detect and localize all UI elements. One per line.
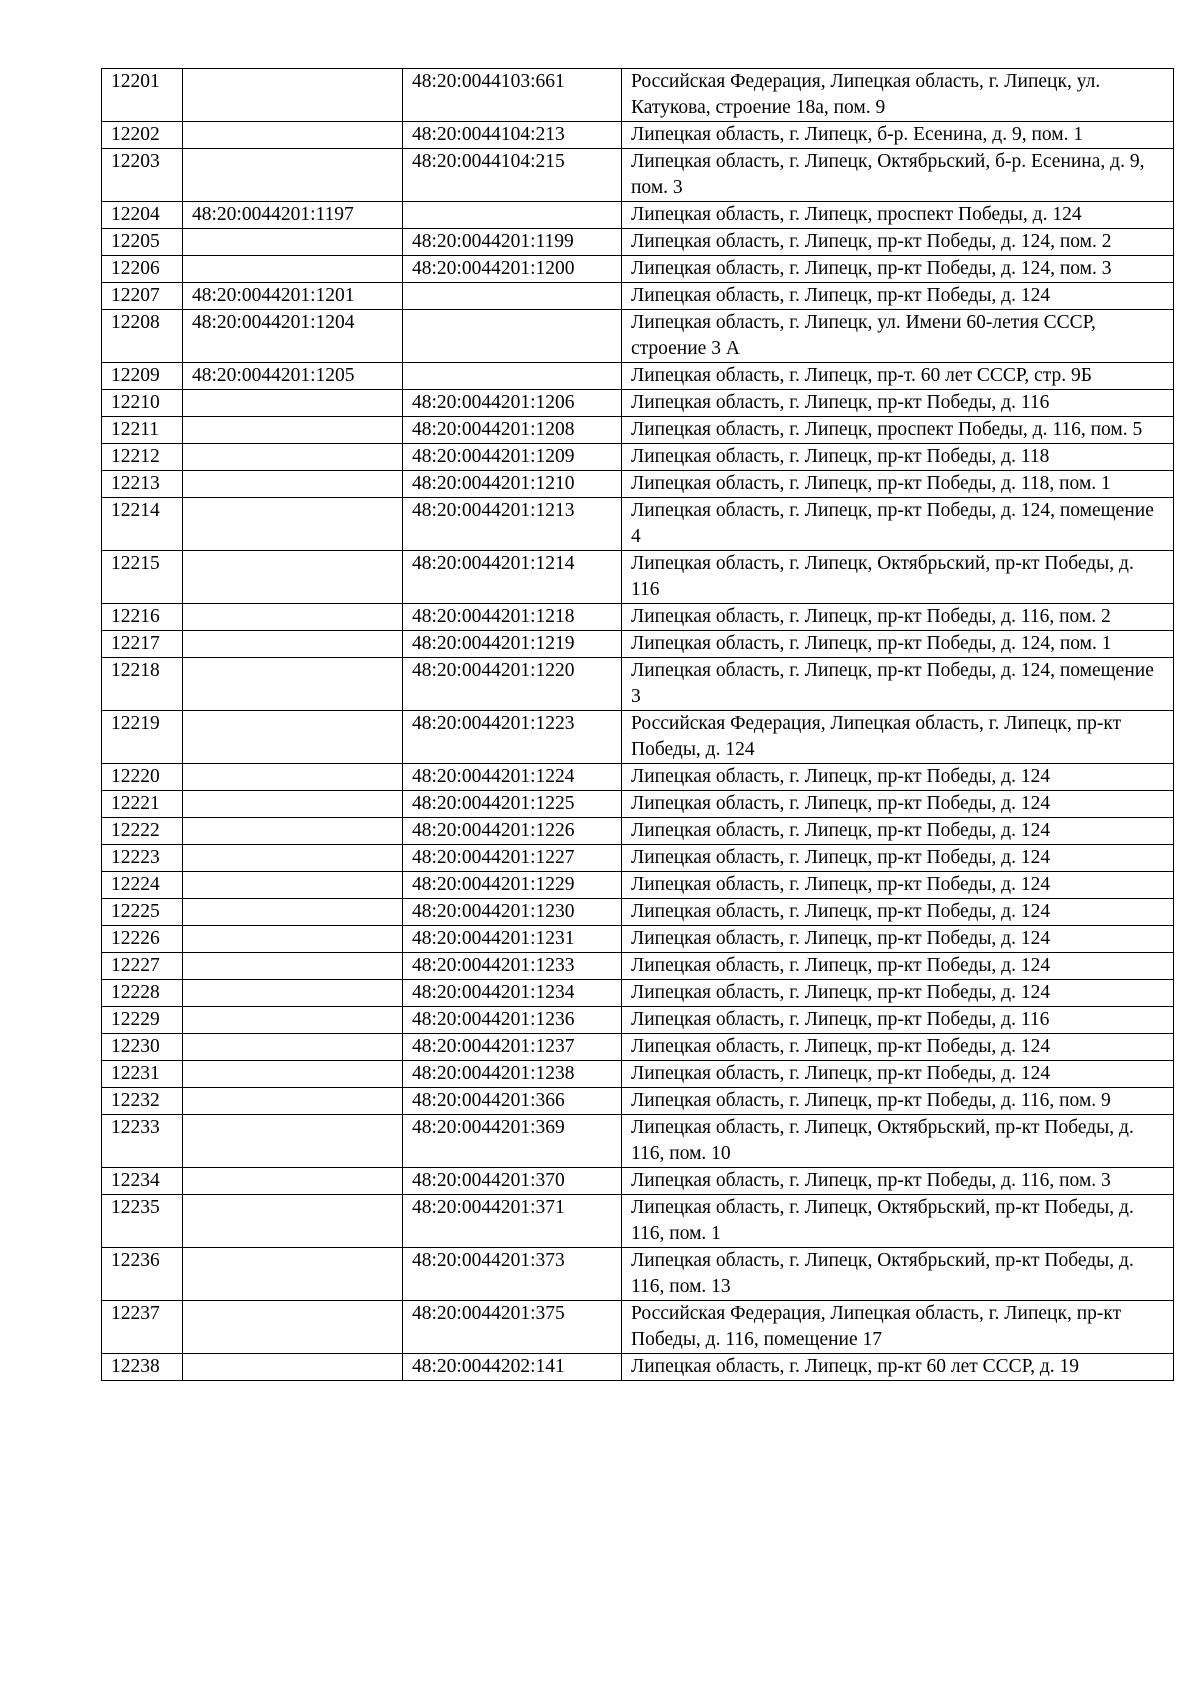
cadastral-number-building [183,1034,403,1061]
address: Липецкая область, г. Липецк, пр-кт Победы, д. 116 [622,390,1174,417]
address: Липецкая область, г. Липецк, проспект Победы, д. 116, пом. 5 [622,417,1174,444]
row-number: 12221 [102,791,183,818]
address: Липецкая область, г. Липецк, Октябрьский, пр-кт Победы, д. 116 [622,551,1174,604]
cadastral-number-room: 48:20:0044201:366 [403,1088,622,1115]
row-number: 12211 [102,417,183,444]
cadastral-number-room: 48:20:0044201:1200 [403,256,622,283]
address: Липецкая область, г. Липецк, пр-кт Победы, д. 124 [622,764,1174,791]
address: Липецкая область, г. Липецк, пр-кт Победы, д. 124 [622,1034,1174,1061]
table-row [102,1061,1174,1088]
cadastral-number-building [183,444,403,471]
cadastral-number-room: 48:20:0044201:369 [403,1115,622,1168]
cadastral-number-building [183,256,403,283]
table-row [102,498,1174,551]
address: Липецкая область, г. Липецк, Октябрьский, пр-кт Победы, д. 116, пом. 1 [622,1195,1174,1248]
table-row [102,1034,1174,1061]
address: Липецкая область, г. Липецк, Октябрьский, б-р. Есенина, д. 9, пом. 3 [622,149,1174,202]
address: Липецкая область, г. Липецк, пр-кт Победы, д. 124 [622,953,1174,980]
cadastral-number-building [183,1168,403,1195]
cadastral-number-room: 48:20:0044201:1238 [403,1061,622,1088]
table-row [102,149,1174,202]
row-number: 12230 [102,1034,183,1061]
row-number: 12203 [102,149,183,202]
cadastral-number-room: 48:20:0044201:375 [403,1301,622,1354]
table-row [102,471,1174,498]
row-number: 12226 [102,926,183,953]
cadastral-number-room: 48:20:0044201:1209 [403,444,622,471]
table-row [102,1195,1174,1248]
address: Липецкая область, г. Липецк, пр-кт 60 лет СССР, д. 19 [622,1354,1174,1381]
table-row [102,444,1174,471]
cadastral-number-room: 48:20:0044201:1224 [403,764,622,791]
cadastral-number-building [183,872,403,899]
row-number: 12232 [102,1088,183,1115]
cadastral-number-room: 48:20:0044201:1234 [403,980,622,1007]
row-number: 12238 [102,1354,183,1381]
cadastral-number-room: 48:20:0044201:1218 [403,604,622,631]
cadastral-number-room: 48:20:0044201:1199 [403,229,622,256]
cadastral-number-building [183,631,403,658]
row-number: 12205 [102,229,183,256]
cadastral-number-room: 48:20:0044103:661 [403,69,622,122]
row-number: 12225 [102,899,183,926]
table-row [102,1248,1174,1301]
row-number: 12213 [102,471,183,498]
table-row [102,69,1174,122]
address: Липецкая область, г. Липецк, пр-кт Победы, д. 124 [622,899,1174,926]
address: Липецкая область, г. Липецк, пр-кт Победы, д. 124, помещение 3 [622,658,1174,711]
table-row [102,658,1174,711]
cadastral-number-building [183,1115,403,1168]
cadastral-number-building: 48:20:0044201:1205 [183,363,403,390]
cadastral-number-building [183,658,403,711]
address: Липецкая область, г. Липецк, пр-кт Победы, д. 124 [622,1061,1174,1088]
address: Липецкая область, г. Липецк, пр-кт Победы, д. 124 [622,283,1174,310]
cadastral-number-room: 48:20:0044201:1236 [403,1007,622,1034]
row-number: 12207 [102,283,183,310]
cadastral-number-building [183,390,403,417]
cadastral-number-room: 48:20:0044201:1213 [403,498,622,551]
table-row [102,283,1174,310]
cadastral-number-room: 48:20:0044104:215 [403,149,622,202]
row-number: 12212 [102,444,183,471]
address: Липецкая область, г. Липецк, пр-кт Победы, д. 124 [622,791,1174,818]
cadastral-number-room [403,283,622,310]
table-row [102,711,1174,764]
address: Липецкая область, г. Липецк, пр-кт Победы, д. 116 [622,1007,1174,1034]
table-row [102,310,1174,363]
cadastral-number-room [403,310,622,363]
cadastral-number-building: 48:20:0044201:1204 [183,310,403,363]
address: Липецкая область, г. Липецк, пр-кт Победы, д. 124 [622,845,1174,872]
address: Липецкая область, г. Липецк, ул. Имени 60-летия СССР, строение 3 А [622,310,1174,363]
address: Липецкая область, г. Липецк, пр-кт Победы, д. 124, пом. 2 [622,229,1174,256]
row-number: 12216 [102,604,183,631]
row-number: 12220 [102,764,183,791]
registry-table [101,68,1174,1381]
cadastral-number-building [183,604,403,631]
row-number: 12236 [102,1248,183,1301]
address: Российская Федерация, Липецкая область, г. Липецк, пр-кт Победы, д. 124 [622,711,1174,764]
address: Липецкая область, г. Липецк, пр-кт Победы, д. 118 [622,444,1174,471]
row-number: 12227 [102,953,183,980]
table-row [102,122,1174,149]
cadastral-number-room: 48:20:0044201:1210 [403,471,622,498]
table-row [102,417,1174,444]
cadastral-number-room: 48:20:0044201:1227 [403,845,622,872]
table-row [102,1354,1174,1381]
table-row [102,1115,1174,1168]
address: Российская Федерация, Липецкая область, г. Липецк, пр-кт Победы, д. 116, помещение 17 [622,1301,1174,1354]
address: Российская Федерация, Липецкая область, г. Липецк, ул. Катукова, строение 18а, пом. 9 [622,69,1174,122]
row-number: 12229 [102,1007,183,1034]
cadastral-number-building [183,764,403,791]
row-number: 12228 [102,980,183,1007]
row-number: 12202 [102,122,183,149]
cadastral-number-building [183,471,403,498]
cadastral-number-room [403,202,622,229]
address: Липецкая область, г. Липецк, пр-кт Победы, д. 116, пом. 2 [622,604,1174,631]
row-number: 12206 [102,256,183,283]
cadastral-number-room [403,363,622,390]
row-number: 12234 [102,1168,183,1195]
registry-rows [102,69,1174,1381]
address: Липецкая область, г. Липецк, пр-т. 60 лет СССР, стр. 9Б [622,363,1174,390]
cadastral-number-building: 48:20:0044201:1197 [183,202,403,229]
address: Липецкая область, г. Липецк, б-р. Есенина, д. 9, пом. 1 [622,122,1174,149]
table-row [102,229,1174,256]
address: Липецкая область, г. Липецк, пр-кт Победы, д. 124 [622,926,1174,953]
cadastral-number-building [183,122,403,149]
row-number: 12214 [102,498,183,551]
cadastral-number-building [183,845,403,872]
cadastral-number-building: 48:20:0044201:1201 [183,283,403,310]
row-number: 12215 [102,551,183,604]
cadastral-number-room: 48:20:0044201:1226 [403,818,622,845]
cadastral-number-building [183,1061,403,1088]
cadastral-number-building [183,926,403,953]
cadastral-number-building [183,899,403,926]
cadastral-number-room: 48:20:0044201:1225 [403,791,622,818]
address: Липецкая область, г. Липецк, пр-кт Победы, д. 116, пом. 3 [622,1168,1174,1195]
row-number: 12217 [102,631,183,658]
cadastral-number-building [183,791,403,818]
address: Липецкая область, г. Липецк, пр-кт Победы, д. 116, пом. 9 [622,1088,1174,1115]
table-row [102,390,1174,417]
cadastral-number-building [183,69,403,122]
row-number: 12235 [102,1195,183,1248]
row-number: 12233 [102,1115,183,1168]
table-row [102,980,1174,1007]
cadastral-number-room: 48:20:0044201:370 [403,1168,622,1195]
table-row [102,631,1174,658]
cadastral-number-room: 48:20:0044201:1208 [403,417,622,444]
cadastral-number-room: 48:20:0044201:1231 [403,926,622,953]
table-row [102,551,1174,604]
row-number: 12219 [102,711,183,764]
table-row [102,818,1174,845]
cadastral-number-building [183,417,403,444]
cadastral-number-room: 48:20:0044201:1206 [403,390,622,417]
address: Липецкая область, г. Липецк, пр-кт Победы, д. 124 [622,980,1174,1007]
cadastral-number-building [183,953,403,980]
address: Липецкая область, г. Липецк, пр-кт Победы, д. 124 [622,818,1174,845]
cadastral-number-room: 48:20:0044104:213 [403,122,622,149]
row-number: 12222 [102,818,183,845]
table-row [102,1168,1174,1195]
table-row [102,256,1174,283]
cadastral-number-room: 48:20:0044202:141 [403,1354,622,1381]
row-number: 12224 [102,872,183,899]
table-row [102,791,1174,818]
row-number: 12204 [102,202,183,229]
address: Липецкая область, г. Липецк, пр-кт Победы, д. 124, помещение 4 [622,498,1174,551]
row-number: 12210 [102,390,183,417]
cadastral-number-building [183,818,403,845]
address: Липецкая область, г. Липецк, пр-кт Победы, д. 118, пом. 1 [622,471,1174,498]
document-page [101,68,1173,1381]
cadastral-number-building [183,1354,403,1381]
cadastral-number-building [183,551,403,604]
table-row [102,363,1174,390]
table-row [102,1088,1174,1115]
cadastral-number-building [183,498,403,551]
table-row [102,953,1174,980]
table-row [102,926,1174,953]
row-number: 12209 [102,363,183,390]
row-number: 12201 [102,69,183,122]
cadastral-number-room: 48:20:0044201:1229 [403,872,622,899]
cadastral-number-building [183,1195,403,1248]
cadastral-number-building [183,1007,403,1034]
address: Липецкая область, г. Липецк, Октябрьский, пр-кт Победы, д. 116, пом. 10 [622,1115,1174,1168]
cadastral-number-room: 48:20:0044201:1220 [403,658,622,711]
table-row [102,872,1174,899]
cadastral-number-room: 48:20:0044201:1214 [403,551,622,604]
cadastral-number-room: 48:20:0044201:1230 [403,899,622,926]
cadastral-number-room: 48:20:0044201:371 [403,1195,622,1248]
table-row [102,845,1174,872]
table-row [102,202,1174,229]
table-row [102,1007,1174,1034]
table-row [102,1301,1174,1354]
address: Липецкая область, г. Липецк, проспект Победы, д. 124 [622,202,1174,229]
cadastral-number-building [183,229,403,256]
row-number: 12208 [102,310,183,363]
cadastral-number-building [183,1301,403,1354]
address: Липецкая область, г. Липецк, пр-кт Победы, д. 124 [622,872,1174,899]
address: Липецкая область, г. Липецк, пр-кт Победы, д. 124, пом. 1 [622,631,1174,658]
address: Липецкая область, г. Липецк, Октябрьский, пр-кт Победы, д. 116, пом. 13 [622,1248,1174,1301]
row-number: 12218 [102,658,183,711]
row-number: 12223 [102,845,183,872]
table-row [102,899,1174,926]
cadastral-number-room: 48:20:0044201:1233 [403,953,622,980]
table-row [102,604,1174,631]
cadastral-number-building [183,980,403,1007]
cadastral-number-building [183,1248,403,1301]
cadastral-number-room: 48:20:0044201:1223 [403,711,622,764]
row-number: 12231 [102,1061,183,1088]
cadastral-number-room: 48:20:0044201:1237 [403,1034,622,1061]
cadastral-number-building [183,1088,403,1115]
address: Липецкая область, г. Липецк, пр-кт Победы, д. 124, пом. 3 [622,256,1174,283]
cadastral-number-room: 48:20:0044201:1219 [403,631,622,658]
row-number: 12237 [102,1301,183,1354]
cadastral-number-room: 48:20:0044201:373 [403,1248,622,1301]
cadastral-number-building [183,149,403,202]
cadastral-number-building [183,711,403,764]
table-row [102,764,1174,791]
